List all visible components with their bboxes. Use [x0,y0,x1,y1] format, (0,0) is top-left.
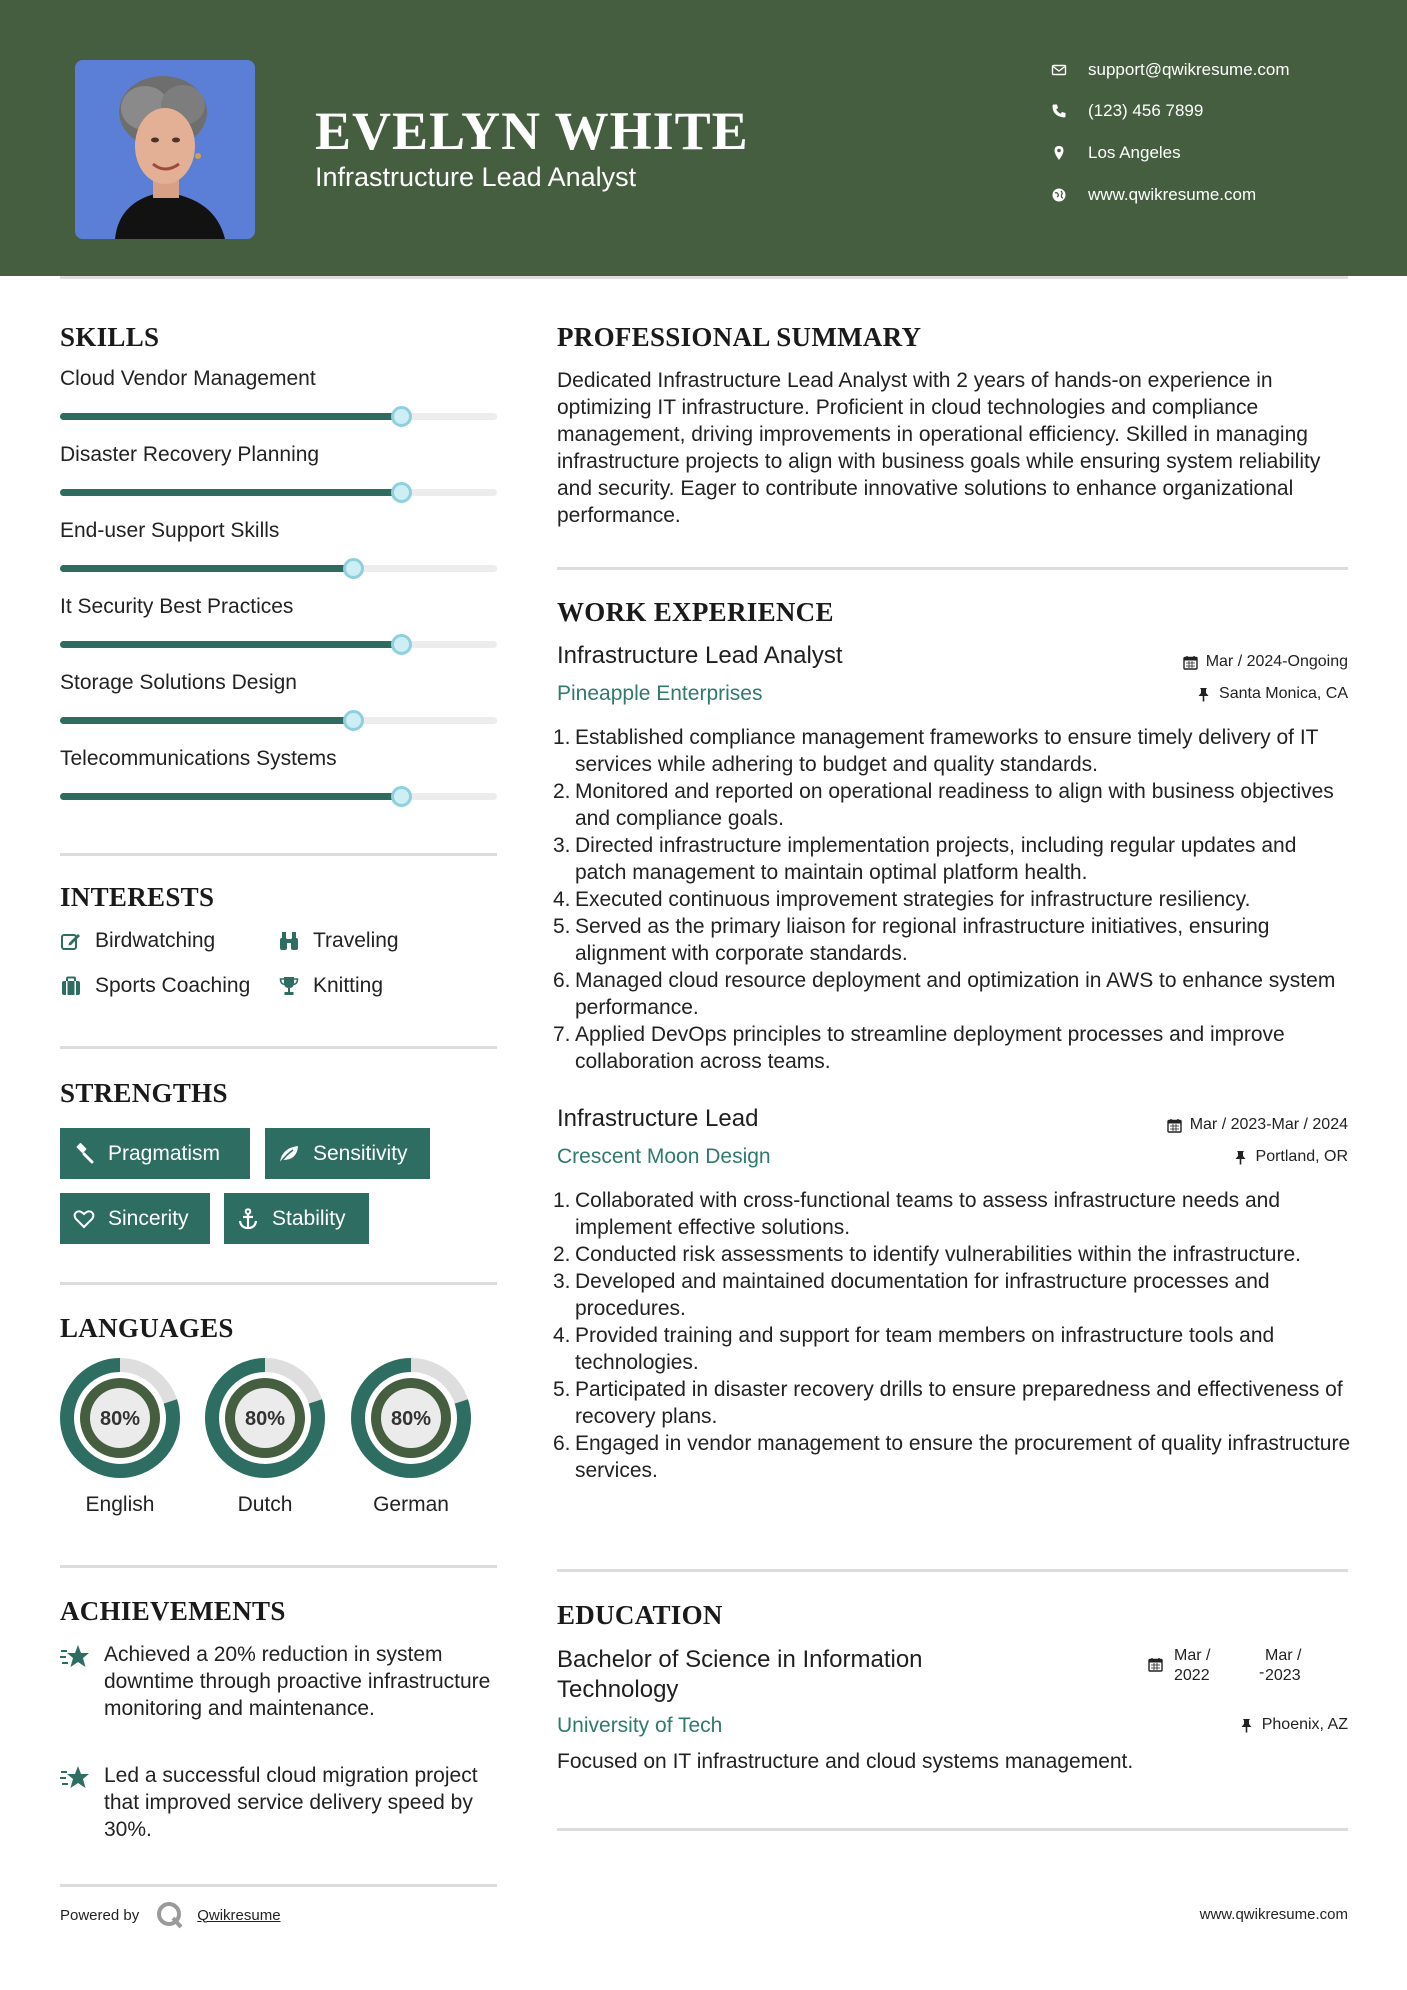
language-name: English [85,1493,155,1516]
job-bullet [553,1376,1353,1430]
candidate-name: EVELYN WHITE [315,101,749,161]
footer-powered-by [60,1900,281,1930]
calendar-icon [1167,1118,1182,1133]
skill-bar-fill [60,717,353,724]
skill-bar [60,489,497,496]
strength-label: Sensitivity [313,1141,408,1165]
language-percent-label: 80% [244,1408,286,1430]
calendar-icon [1183,655,1198,670]
job-title: Infrastructure Lead Analyst [557,642,843,669]
skill-bar-handle [343,558,364,579]
bullet-number: 7. [553,1023,571,1046]
qwikresume-logo-icon [155,1900,185,1930]
section-divider [557,1569,1348,1572]
job-dates-text: Mar / 2023-Mar / 2024 [1189,1116,1348,1133]
bullet-number: 5. [553,915,571,938]
bullet-text: Applied DevOps principles to streamline deployment processes and improve collaboration across teams. [575,1023,1285,1073]
skill-label: End-user Support Skills [60,519,280,542]
bullet-number: 1. [553,1189,571,1212]
briefcase-icon [60,975,82,997]
section-divider [60,1565,497,1568]
contact-email[interactable] [1050,55,1350,85]
skill-bar [60,641,497,648]
language-name: German [373,1493,449,1516]
candidate-role: Infrastructure Lead Analyst [315,162,637,192]
skill-bar-handle [391,786,412,807]
language-item [205,1358,325,1516]
language-item [60,1358,180,1516]
section-divider [60,1282,497,1285]
edu-start-date [1174,1646,1210,1686]
job-bullet [553,1187,1353,1241]
skill-label: Disaster Recovery Planning [60,443,320,466]
skill-label: Telecommunications Systems [60,747,337,770]
interest-item [60,974,250,998]
job-bullet [553,1430,1353,1484]
job-bullets [553,1187,1353,1484]
bullet-text: Directed infrastructure implementation projects, including regular updates and patch management to maintain optimal platform health. [575,834,1297,884]
interest-label: Birdwatching [95,929,216,952]
degree-line1: Bachelor of Science in Information [557,1646,923,1673]
bullet-number: 2. [553,780,571,803]
language-donut [205,1358,325,1478]
contact-location [1050,138,1350,168]
education-heading: EDUCATION [557,1600,723,1630]
language-percent-label: 80% [99,1408,141,1430]
header-divider [60,276,1348,279]
skill-bar-handle [343,710,364,731]
company-name: Pineapple Enterprises [557,682,763,705]
edit-icon [60,930,82,952]
job-location-text: Santa Monica, CA [1219,685,1348,702]
footer-website[interactable]: www.qwikresume.com [1199,1906,1348,1923]
job-bullet [553,886,1353,913]
bullet-number: 6. [553,969,571,992]
achievement-item [60,1762,500,1843]
strength-label: Stability [272,1206,346,1230]
skill-bar-fill [60,793,401,800]
bullet-text: Conducted risk assessments to identify vulnerabilities within the infrastructure. [575,1243,1301,1266]
contact-phone[interactable] [1050,96,1350,126]
job-bullet [553,778,1353,832]
bullet-text: Provided training and support for team members on infrastructure tools and technologies. [575,1324,1275,1374]
skill-label: Cloud Vendor Management [60,367,316,390]
company-name: Crescent Moon Design [557,1145,771,1168]
phone-icon [1050,102,1068,120]
skill-bar [60,413,497,420]
achievements-heading: ACHIEVEMENTS [60,1596,286,1626]
strength-badge [224,1193,369,1244]
skill-bar-fill [60,641,401,648]
bullet-text: Participated in disaster recovery drills to ensure preparedness and effectiveness of recovery plans. [575,1378,1343,1428]
contact-phone-text: (123) 456 7899 [1088,101,1204,120]
bullet-text: Managed cloud resource deployment and optimization in AWS to enhance system performance. [575,969,1336,1019]
edu-date-separator: - [1259,1664,1265,1681]
edu-location-text: Phoenix, AZ [1261,1716,1348,1733]
skills-heading: SKILLS [60,322,160,352]
section-divider [557,1828,1348,1831]
edu-end-date [1265,1646,1301,1686]
globe-icon [1050,186,1068,204]
interest-item [278,974,383,998]
interest-label: Knitting [313,974,384,997]
bullet-text: Collaborated with cross-functional teams to assess infrastructure needs and implement effective solutions. [575,1189,1281,1239]
pushpin-icon [1233,1150,1248,1165]
job-bullet [553,832,1353,886]
pushpin-icon [1196,687,1211,702]
language-donut [351,1358,471,1478]
job-bullet [553,724,1353,778]
achievement-item [60,1641,500,1722]
bullet-number: 5. [553,1378,571,1401]
education-description: Focused on IT infrastructure and cloud systems management. [557,1750,1134,1773]
summary-text: Dedicated Infrastructure Lead Analyst with 2 years of hands-on experience in optimizing IT infrastructure. Proficient in cloud technologies and compliance management, driving improvements in operational efficiency. Skilled in managing infrastructure projects to align with business goals while ensuring system reliability and security. Eager to contribute innovative solutions to enhance organizational performance. [557,369,1321,527]
bullet-number: 2. [553,1243,571,1266]
achievement-text: Achieved a 20% reduction in system downtime through proactive infrastructure monitoring and maintenance. [104,1643,491,1720]
section-divider [60,853,497,856]
school-name: University of Tech [557,1714,723,1737]
skill-bar-handle [391,482,412,503]
language-donut [60,1358,180,1478]
language-item [351,1358,471,1516]
interest-item [60,929,215,953]
strength-badge [60,1128,250,1179]
skill-bar-fill [60,489,401,496]
interest-label: Sports Coaching [95,974,251,997]
edu-start-year: 2022 [1174,1667,1210,1684]
bullet-text: Monitored and reported on operational readiness to align with business objectives and compliance goals. [575,780,1334,830]
job-bullet [553,1021,1353,1075]
summary-heading: PROFESSIONAL SUMMARY [557,322,922,352]
interest-label: Traveling [313,929,399,952]
experience-heading: WORK EXPERIENCE [557,597,834,627]
skill-bar [60,717,497,724]
job-bullet [553,1268,1353,1322]
bullet-number: 6. [553,1432,571,1455]
bullet-text: Served as the primary liaison for regional infrastructure initiatives, ensuring alignment with corporate standards. [575,915,1270,965]
section-divider [557,567,1348,570]
bullet-text: Established compliance management frameworks to ensure timely delivery of IT services while adhering to budget and quality standards. [575,726,1319,776]
calendar-icon [1148,1657,1166,1675]
skill-label: It Security Best Practices [60,595,294,618]
edu-start-month: Mar / [1174,1647,1211,1664]
bullet-text: Executed continuous improvement strategies for infrastructure resiliency. [575,888,1251,911]
job-location [1233,1148,1348,1166]
job-bullets [553,724,1353,1075]
skill-bar-handle [391,634,412,655]
language-percent-label: 80% [390,1408,432,1430]
envelope-icon [1050,61,1068,79]
strength-label: Sincerity [108,1206,189,1230]
skill-label: Storage Solutions Design [60,671,297,694]
pushpin-icon [1239,1718,1254,1733]
strengths-heading: STRENGTHS [60,1078,228,1108]
qwikresume-link[interactable]: Qwikresume [197,1906,281,1924]
binoculars-icon [278,930,300,952]
powered-by-text: Powered by [60,1906,140,1924]
skill-bar-fill [60,565,353,572]
skill-bar [60,793,497,800]
edu-end-month: Mar / [1265,1647,1302,1664]
job-bullet [553,913,1353,967]
profile-photo [75,60,255,239]
interest-item [278,929,399,953]
skill-bar [60,565,497,572]
strength-badge [265,1128,430,1179]
job-dates-text: Mar / 2024-Ongoing [1205,653,1348,670]
strength-label: Pragmatism [108,1141,221,1165]
job-location-text: Portland, OR [1255,1148,1348,1165]
job-bullet [553,1241,1353,1268]
job-bullet [553,1322,1353,1376]
contact-email-text: support@qwikresume.com [1088,60,1290,79]
heart-icon [72,1207,96,1231]
trophy-icon [278,975,300,997]
bullet-text: Engaged in vendor management to ensure the procurement of quality infrastructure services. [575,1432,1351,1482]
gavel-icon [72,1142,96,1166]
bullet-number: 4. [553,1324,571,1347]
skill-bar-fill [60,413,401,420]
contact-website[interactable] [1050,180,1350,210]
star-icon [60,1764,92,1792]
job-dates [1183,653,1348,671]
bullet-number: 1. [553,726,571,749]
edu-end-year: 2023 [1265,1667,1301,1684]
bullet-text: Developed and maintained documentation for infrastructure processes and procedures. [575,1270,1270,1320]
language-name: Dutch [237,1493,293,1516]
bullet-number: 3. [553,834,571,857]
skill-bar-handle [391,406,412,427]
contact-website-text: www.qwikresume.com [1088,185,1257,204]
languages-heading: LANGUAGES [60,1313,234,1343]
job-title: Infrastructure Lead [557,1105,759,1132]
job-dates [1167,1116,1348,1134]
contact-location-text: Los Angeles [1088,143,1181,162]
star-icon [60,1643,92,1671]
anchor-icon [236,1207,260,1231]
strength-badge [60,1193,210,1244]
bullet-number: 4. [553,888,571,911]
interests-heading: INTERESTS [60,882,215,912]
job-location [1196,685,1348,703]
section-divider [60,1046,497,1049]
achievement-text: Led a successful cloud migration project that improved service delivery speed by 30%. [104,1764,478,1841]
leaf-icon [277,1142,301,1166]
degree-line2: Technology [557,1676,679,1703]
map-pin-icon [1050,144,1068,162]
edu-location [1239,1716,1348,1734]
bullet-number: 3. [553,1270,571,1293]
section-divider [60,1884,497,1887]
job-bullet [553,967,1353,1021]
